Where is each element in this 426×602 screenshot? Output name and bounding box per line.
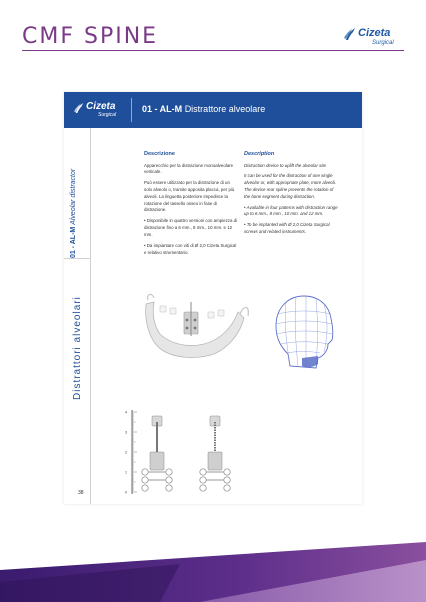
header-divider xyxy=(22,50,404,51)
distractor-device-left xyxy=(142,416,172,491)
sidebar-code: 01 - AL-M xyxy=(70,226,77,258)
description-it-paragraph: • Da impiantare con viti di Ø 2,0 Cizeta Surgical e relativo strumentario. xyxy=(144,242,237,255)
description-en-paragraph: Distraction device to uplift the alveolar site xyxy=(244,162,326,168)
distractor-device-right xyxy=(200,416,230,491)
description-it-paragraph: • Disponibile in quattro versioni con ampiezza di distrazione fino a 6 mm., 8 mm., 10 mm. e 12 mm. xyxy=(144,218,238,237)
product-code: 01 - AL-M xyxy=(142,104,183,114)
distractor-devices-illustration xyxy=(116,404,256,498)
description-italian xyxy=(144,150,238,260)
description-it-paragraph: Apparecchio per la distrazione monoalveolare verticale. xyxy=(144,162,234,175)
banner-separator xyxy=(131,98,132,122)
ruler-label: 2 xyxy=(125,450,127,455)
ruler-label: 4 xyxy=(125,410,127,415)
logo-subtitle: Surgical xyxy=(372,40,394,46)
wing-logo-icon xyxy=(74,101,84,115)
jaw-illustration xyxy=(140,292,250,368)
product-banner xyxy=(64,92,362,128)
description-english xyxy=(244,150,338,240)
logo-name: Cizeta xyxy=(358,27,391,39)
description-it-paragraph: Può essere utilizzato per la distrazione di un solo alveolo o, tramite apposita placca, per più alveoli. La linguetta posteriore impedisce la rotazione del tassello osseo in fase di distrazione. xyxy=(144,180,235,213)
banner-logo-subtitle: Surgical xyxy=(98,112,117,118)
product-title xyxy=(142,104,265,114)
wing-logo-icon xyxy=(344,26,356,42)
product-card xyxy=(64,92,362,504)
ruler-label: 3 xyxy=(125,430,127,435)
description-en-paragraph: • Available in four patterns with distraction range up to 6 mm., 8 mm., 10 mm. and 12 mm. xyxy=(244,204,338,217)
sidebar-category: Distrattori alveolari xyxy=(72,296,83,400)
sidebar-label: Alveolar distractor xyxy=(70,168,77,225)
description-it-heading: Descrizione xyxy=(144,151,175,157)
product-name: Distrattore alveolare xyxy=(184,104,266,114)
sidebar-product-label xyxy=(70,169,77,258)
sidebar-divider xyxy=(90,128,91,504)
description-en-paragraph: • To be implanted with Ø 2,0 Cizeta Surgical screws and related instruments. xyxy=(244,222,330,235)
page-header-title: CMF SPINE xyxy=(22,24,159,49)
ruler-ticks xyxy=(125,411,137,495)
banner-logo xyxy=(74,101,126,121)
cizeta-logo xyxy=(344,24,404,50)
page-number: 38 xyxy=(78,490,84,496)
banner-logo-name: Cizeta xyxy=(86,101,116,112)
head-wireframe-illustration xyxy=(272,292,336,372)
description-en-paragraph: It can be used for the distraction of one single alveolar or, with appropriate plate, more alveoli. The device rear spline prevents the rotation of the bone segment during distraction. xyxy=(244,173,337,199)
ruler-label: 1 xyxy=(125,470,127,475)
ruler-label: 0 xyxy=(125,490,127,495)
sidebar-horizontal-divider xyxy=(64,258,90,259)
description-en-heading: Description xyxy=(244,151,275,157)
footer-decoration xyxy=(0,512,426,602)
